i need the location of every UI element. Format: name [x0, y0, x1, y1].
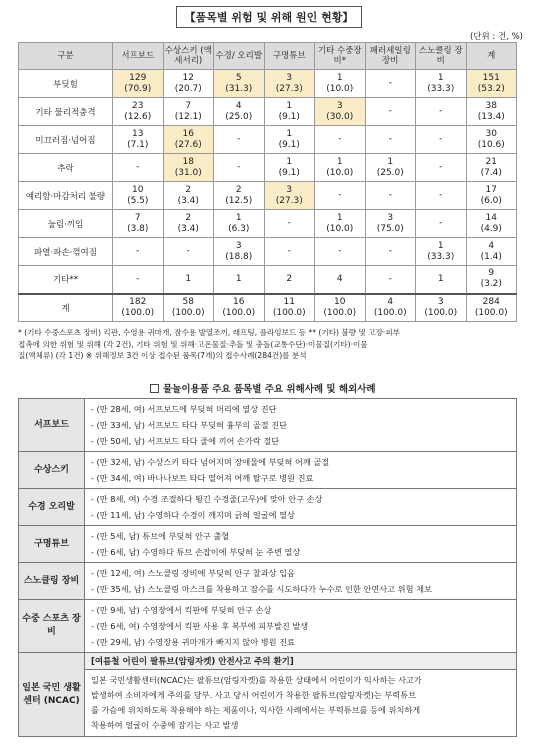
case-row: [19, 489, 517, 526]
column-header: 계: [466, 43, 517, 70]
case-list: [85, 452, 517, 489]
table-row: [19, 70, 517, 98]
overseas-body-line: 발생하여 소비자에게 주의를 당부. 사고 당시 어린이가 착용한 팔튜브(암링자켓)는 부력튜브: [91, 690, 417, 700]
overseas-category: 일본 국민 생활센터 (NCAC): [19, 653, 85, 737]
cell-count: 9: [488, 268, 495, 279]
case-item: - (만 5세, 남) 튜브에 부딪혀 안구 출혈: [91, 531, 230, 541]
row-label: 추락: [19, 154, 113, 182]
table-cell: [365, 266, 416, 294]
cell-percent: (3.4): [177, 195, 199, 206]
column-header: 구명튜브: [264, 43, 315, 70]
cell-count: 2: [286, 273, 293, 284]
table-cell: [214, 70, 265, 98]
cell-count: 1: [336, 156, 343, 167]
cell-percent: (3.4): [177, 223, 199, 234]
cell-percent: (9.1): [278, 167, 300, 178]
table-cell: [113, 70, 164, 98]
cell-count: -: [136, 162, 140, 172]
column-header: 기타 수중장비*: [315, 43, 366, 70]
table-cell: [264, 98, 315, 126]
table-cell: [315, 70, 366, 98]
cell-percent: (5.5): [127, 195, 149, 206]
overseas-body-line: 를 가슴에 위치하도록 착용해야 하는 제품이나, 익사한 사례에서는 부력튜브를 등에 위치하게: [91, 705, 421, 715]
cell-count: 58: [182, 296, 194, 307]
table-row: [19, 126, 517, 154]
cell-percent: (100.0): [424, 307, 458, 318]
cell-count: 3: [286, 72, 293, 83]
case-item: - (만 29세, 남) 수영장용 귀마개가 빠지지 않아 병원 진료: [91, 637, 295, 647]
square-bullet-icon: [150, 384, 159, 393]
cell-percent: (25.0): [225, 111, 253, 122]
table-cell: [264, 266, 315, 294]
table-row: [19, 98, 517, 126]
table-cell: [264, 182, 315, 210]
cell-count: 21: [485, 156, 497, 167]
cell-count: -: [439, 106, 443, 116]
cell-count: 12: [182, 72, 194, 83]
table-cell: [163, 98, 214, 126]
cell-percent: (53.2): [477, 83, 505, 94]
row-label: 미끄러짐·넘어짐: [19, 126, 113, 154]
case-item: - (만 6세, 남) 수영하다 튜브 손잡이에 부딪혀 눈 주변 열상: [91, 547, 301, 557]
table-cell: [163, 294, 214, 322]
table-header-row: [19, 43, 517, 70]
cell-count: -: [338, 190, 342, 200]
cell-count: -: [388, 273, 392, 284]
column-header: 패러세일링 장비: [365, 43, 416, 70]
cell-count: 1: [235, 212, 242, 223]
cell-percent: (100.0): [272, 307, 306, 318]
cell-count: 2: [185, 212, 192, 223]
table-cell: [315, 126, 366, 154]
cell-count: -: [388, 78, 392, 88]
cell-percent: (100.0): [222, 307, 256, 318]
row-label: 계: [19, 294, 113, 322]
overseas-row: [19, 653, 517, 670]
case-item: - (만 9세, 남) 수영장에서 킥판에 부딪혀 안구 손상: [91, 605, 272, 615]
cell-count: -: [136, 246, 140, 256]
table-cell: [315, 294, 366, 322]
case-row: [19, 600, 517, 653]
cell-count: -: [388, 106, 392, 116]
cell-count: 2: [235, 184, 242, 195]
row-label: 눌림·끼임: [19, 210, 113, 238]
cell-count: -: [237, 162, 241, 172]
cell-count: 1: [286, 156, 293, 167]
row-label: 예리함·마감처리 불량: [19, 182, 113, 210]
cell-count: -: [439, 162, 443, 172]
table-cell: [466, 126, 517, 154]
cell-count: 1: [286, 100, 293, 111]
cell-count: 10: [334, 296, 346, 307]
cell-count: 11: [283, 296, 295, 307]
cell-count: -: [388, 246, 392, 256]
cell-percent: (10.6): [477, 139, 505, 150]
cell-count: -: [338, 134, 342, 144]
table-row: [19, 266, 517, 294]
cell-count: 16: [233, 296, 245, 307]
table-cell: [315, 182, 366, 210]
table-cell: [365, 126, 416, 154]
cell-count: 1: [437, 240, 444, 251]
cell-count: 3: [286, 184, 293, 195]
table-cell: [214, 126, 265, 154]
table-cell: [466, 238, 517, 266]
case-category: 수상스키: [19, 452, 85, 489]
page-title: 【품목별 위험 및 위해 원인 현황】: [176, 6, 362, 28]
column-header: 스노클링 장비: [416, 43, 467, 70]
table-cell: [466, 294, 517, 322]
case-row: [19, 563, 517, 600]
unit-label: (단위 : 건, %): [469, 32, 523, 42]
table-cell: [416, 238, 467, 266]
case-item: - (만 32세, 남) 수상스키 타다 넘어지며 장애물에 부딪혀 어깨 골절: [91, 457, 330, 467]
case-list: [85, 563, 517, 600]
cell-percent: (100.0): [121, 307, 155, 318]
cell-count: -: [388, 134, 392, 144]
case-item: - (만 12세, 여) 스노클링 장비에 부딪혀 안구 찰과상 입음: [91, 568, 295, 578]
column-header: 서프보드: [113, 43, 164, 70]
row-label: 부딪힘: [19, 70, 113, 98]
table-cell: [113, 182, 164, 210]
cell-percent: (33.3): [427, 251, 455, 262]
cell-percent: (33.3): [427, 83, 455, 94]
table-cell: [416, 266, 467, 294]
case-item: - (만 50세, 남) 서프보드 타다 줄에 끼어 손가락 절단: [91, 436, 280, 446]
cell-percent: (31.0): [174, 167, 202, 178]
cell-count: -: [439, 218, 443, 228]
cell-count: 7: [185, 100, 192, 111]
table-row: [19, 154, 517, 182]
cases-table: [18, 398, 517, 737]
cell-count: -: [439, 190, 443, 200]
cell-percent: (7.4): [480, 167, 502, 178]
footnote-line: 질(액체류) (각 1건) ※ 위해정보 3건 이상 접수된 품목(7개)의 접수사례(284건)를 분석: [18, 351, 307, 360]
case-category: 수경 오리발: [19, 489, 85, 526]
cell-percent: (100.0): [474, 307, 508, 318]
cell-percent: (10.0): [326, 83, 354, 94]
table-cell: [163, 238, 214, 266]
cell-percent: (13.4): [477, 111, 505, 122]
table-cell: [113, 266, 164, 294]
case-item: - (만 35세, 남) 스노클링 마스크를 착용하고 잠수를 시도하다가 누수로 인한 안면사고 위험 제보: [91, 584, 432, 594]
cell-count: 2: [185, 184, 192, 195]
cell-percent: (4.9): [480, 223, 502, 234]
cell-percent: (30.0): [326, 111, 354, 122]
cell-count: 10: [132, 184, 144, 195]
overseas-body-line: 일본 국민생활센터(NCAC)는 팔튜브(암링자켓)를 착용한 상태에서 어린이가 익사하는 사고가: [91, 675, 422, 685]
cell-count: 3: [336, 100, 343, 111]
cell-percent: (3.2): [480, 279, 502, 290]
table-cell: [264, 126, 315, 154]
case-row: [19, 526, 517, 563]
table-cell: [214, 154, 265, 182]
table-cell: [416, 154, 467, 182]
cell-percent: (12.1): [174, 111, 202, 122]
overseas-body: [85, 670, 517, 737]
table-cell: [214, 182, 265, 210]
case-list: [85, 600, 517, 653]
cell-count: 4: [336, 273, 343, 284]
table-cell: [113, 154, 164, 182]
cell-count: 7: [134, 212, 141, 223]
case-category: 수중 스포츠 장비: [19, 600, 85, 653]
cell-count: 30: [485, 128, 497, 139]
case-row: [19, 399, 517, 452]
table-cell: [365, 210, 416, 238]
case-item: - (만 34세, 여) 바나나보트 타다 떨어져 어깨 탈구로 병원 진료: [91, 473, 314, 483]
table-cell: [264, 210, 315, 238]
table-cell: [466, 266, 517, 294]
table-cell: [163, 70, 214, 98]
table-cell: [113, 294, 164, 322]
table-cell: [365, 182, 416, 210]
cell-percent: (9.1): [278, 139, 300, 150]
table-cell: [315, 154, 366, 182]
cell-count: 4: [488, 240, 495, 251]
cell-percent: (100.0): [373, 307, 407, 318]
table-cell: [163, 266, 214, 294]
overseas-body-row: [19, 670, 517, 737]
cell-percent: (1.4): [480, 251, 502, 262]
table-cell: [466, 182, 517, 210]
cell-percent: (12.6): [124, 111, 152, 122]
total-row: [19, 294, 517, 322]
cell-percent: (75.0): [376, 223, 404, 234]
table-cell: [416, 294, 467, 322]
column-header-corner: 구분: [19, 43, 113, 70]
section-title: 물놀이용품 주요 품목별 주요 위해사례 및 해외사례: [150, 381, 376, 395]
table-cell: [315, 238, 366, 266]
cell-count: 182: [129, 296, 147, 307]
cell-count: -: [237, 134, 241, 144]
table-cell: [163, 126, 214, 154]
case-item: - (만 33세, 남) 서프보드 타다 부딪혀 흉부의 골절 진단: [91, 420, 288, 430]
cell-count: 1: [286, 128, 293, 139]
table-cell: [315, 98, 366, 126]
case-category: 구명튜브: [19, 526, 85, 563]
table-cell: [264, 154, 315, 182]
table-footnotes: [18, 327, 518, 362]
cell-count: 18: [182, 156, 194, 167]
cell-count: 17: [485, 184, 497, 195]
row-label: 기타 물리적충격: [19, 98, 113, 126]
table-cell: [315, 266, 366, 294]
cell-count: 1: [185, 273, 192, 284]
cell-count: 3: [437, 296, 444, 307]
case-item: - (만 11세, 남) 수영하다 수경이 깨지며 긁혀 얼굴에 열상: [91, 510, 295, 520]
cell-percent: (6.3): [228, 223, 250, 234]
table-cell: [365, 98, 416, 126]
table-cell: [365, 154, 416, 182]
cell-percent: (70.9): [124, 83, 152, 94]
cell-percent: (18.8): [225, 251, 253, 262]
cell-count: 1: [387, 156, 394, 167]
case-item: - (만 28세, 여) 서프보드에 부딪혀 머리에 열상 진단: [91, 404, 277, 414]
table-cell: [315, 210, 366, 238]
overseas-body-line: 착용하여 얼굴이 수중에 잠기는 사고 발생: [91, 720, 239, 730]
column-header: 수경/ 오리발: [214, 43, 265, 70]
cell-count: 284: [482, 296, 500, 307]
table-row: [19, 182, 517, 210]
cases-body: [19, 399, 517, 737]
table-cell: [264, 238, 315, 266]
cell-percent: (100.0): [323, 307, 357, 318]
cell-count: -: [287, 218, 291, 228]
cell-count: 1: [437, 273, 444, 284]
table-cell: [416, 126, 467, 154]
cell-percent: (9.1): [278, 111, 300, 122]
cell-percent: (6.0): [480, 195, 502, 206]
table-cell: [214, 238, 265, 266]
table-cell: [214, 294, 265, 322]
row-label: 파열·파손·꺾여짐: [19, 238, 113, 266]
cell-percent: (12.5): [225, 195, 253, 206]
table-cell: [214, 98, 265, 126]
cell-percent: (27.3): [275, 83, 303, 94]
cell-count: 5: [235, 72, 242, 83]
cell-percent: (10.0): [326, 167, 354, 178]
cell-count: 1: [235, 273, 242, 284]
row-label: 기타**: [19, 266, 113, 294]
cell-count: 4: [235, 100, 242, 111]
case-category: 스노클링 장비: [19, 563, 85, 600]
cell-count: 129: [129, 72, 147, 83]
overseas-heading: [여름철 어린이 팔튜브(암링자켓) 안전사고 주의 환기]: [85, 653, 517, 670]
cell-percent: (100.0): [171, 307, 205, 318]
table-cell: [264, 70, 315, 98]
cell-percent: (31.3): [225, 83, 253, 94]
table-cell: [466, 154, 517, 182]
cell-percent: (10.0): [326, 223, 354, 234]
table-cell: [416, 70, 467, 98]
table-cell: [113, 126, 164, 154]
table-cell: [466, 98, 517, 126]
case-item: - (만 6세, 여) 수영장에서 킥판 사용 후 복부에 피부발진 발생: [91, 621, 309, 631]
table-cell: [163, 210, 214, 238]
cell-count: -: [439, 134, 443, 144]
case-item: - (만 8세, 여) 수경 조절하다 튕긴 수경줄(고무)에 맞아 안구 손상: [91, 494, 323, 504]
cell-count: 1: [336, 72, 343, 83]
table-row: [19, 238, 517, 266]
table-cell: [466, 70, 517, 98]
table-cell: [113, 210, 164, 238]
cell-count: 1: [437, 72, 444, 83]
case-list: [85, 489, 517, 526]
cell-percent: (3.8): [127, 223, 149, 234]
case-list: [85, 399, 517, 452]
footnote-line: * (기타 수중스포츠 장비) 킥판, 수영용 귀마개, 잠수용 발열조끼, 래프팅, 플라잉보드 등 ** (기타) 불량 및 고장·피부: [18, 328, 401, 337]
cell-count: 14: [485, 212, 497, 223]
table-cell: [365, 238, 416, 266]
table-cell: [163, 182, 214, 210]
cell-count: -: [186, 246, 190, 256]
table-cell: [416, 210, 467, 238]
cell-count: 4: [387, 296, 394, 307]
case-row: [19, 452, 517, 489]
cell-percent: (20.7): [174, 83, 202, 94]
cell-count: -: [287, 246, 291, 256]
cell-count: -: [338, 246, 342, 256]
case-category: 서프보드: [19, 399, 85, 452]
column-header: 수상스키 (액세서리): [163, 43, 214, 70]
cell-count: -: [136, 273, 140, 284]
risk-cause-table: [18, 42, 517, 322]
cell-count: 38: [485, 100, 497, 111]
footnote-line: 접촉에 의한 위험 및 위해 (각 2건), 기타 위험 및 위해·고온물질·추돌 및 충돌(교통수단)·이물질(기타)·이물: [18, 339, 368, 349]
cell-percent: (27.6): [174, 139, 202, 150]
table-cell: [113, 238, 164, 266]
table-row: [19, 210, 517, 238]
cell-percent: (7.1): [127, 139, 149, 150]
cell-count: -: [388, 190, 392, 200]
table-cell: [214, 266, 265, 294]
table-cell: [416, 182, 467, 210]
table-cell: [365, 294, 416, 322]
cell-percent: (25.0): [376, 167, 404, 178]
table-body: [19, 70, 517, 322]
cell-count: 3: [387, 212, 394, 223]
case-list: [85, 526, 517, 563]
cell-count: 23: [132, 100, 144, 111]
table-cell: [163, 154, 214, 182]
cell-count: 3: [235, 240, 242, 251]
table-cell: [264, 294, 315, 322]
cell-count: 13: [132, 128, 144, 139]
table-cell: [113, 98, 164, 126]
cell-percent: (27.3): [275, 195, 303, 206]
table-cell: [466, 210, 517, 238]
table-cell: [214, 210, 265, 238]
cell-count: 151: [482, 72, 500, 83]
table-cell: [416, 98, 467, 126]
cell-count: 16: [182, 128, 194, 139]
table-cell: [365, 70, 416, 98]
cell-count: 1: [336, 212, 343, 223]
